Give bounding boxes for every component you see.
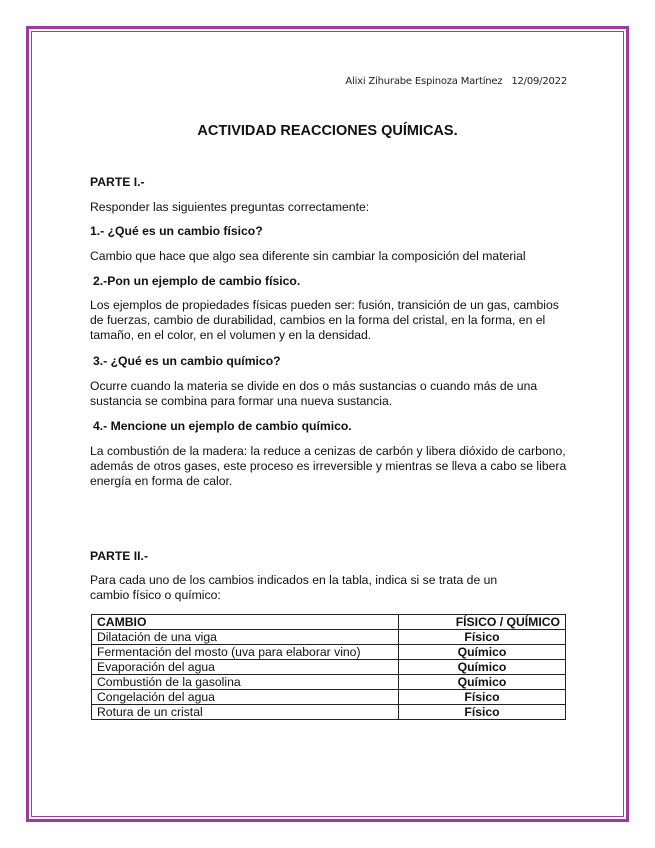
part1-instruction: Responder las siguientes preguntas correctamente:: [90, 200, 370, 214]
author-line: [345, 76, 567, 87]
table-cell-tipo: Químico: [399, 660, 566, 675]
table-header-row: [92, 615, 566, 630]
table-cell-tipo: Químico: [399, 675, 566, 690]
document-title: ACTIVIDAD REACCIONES QUÍMICAS.: [197, 123, 458, 139]
table-row: [92, 675, 566, 690]
table-cell-tipo: Químico: [399, 645, 566, 660]
answer-4: La combustión de la madera: la reduce a cenizas de carbón y libera dióxido de carbono, además de otros gases, este proceso es irreversible y mientras se lleva a cabo se libera energía en forma de calor.: [90, 444, 567, 488]
question-4: 4.- Mencione un ejemplo de cambio químico.: [93, 419, 352, 433]
table-row: [92, 630, 566, 645]
part2-heading: PARTE II.-: [90, 549, 149, 563]
answer-1: Cambio que hace que algo sea diferente sin cambiar la composición del material: [90, 249, 526, 263]
document-date: 12/09/2022: [511, 76, 567, 87]
table-cell-cambio: Congelación del agua: [92, 690, 399, 705]
table-cell-cambio: Fermentación del mosto (uva para elaborar vino): [92, 645, 399, 660]
table-cell-tipo: Físico: [399, 705, 566, 720]
changes-table: [91, 614, 566, 720]
table-row: [92, 705, 566, 720]
table-row: [92, 645, 566, 660]
question-2: 2.-Pon un ejemplo de cambio físico.: [93, 274, 301, 288]
question-1: 1.- ¿Qué es un cambio físico?: [90, 224, 263, 238]
table-header-cambio: CAMBIO: [92, 615, 399, 630]
part1-heading: PARTE I.-: [90, 175, 145, 189]
table-cell-cambio: Dilatación de una viga: [92, 630, 399, 645]
table-cell-tipo: Físico: [399, 630, 566, 645]
table-cell-cambio: Evaporación del agua: [92, 660, 399, 675]
part2-instruction: Para cada uno de los cambios indicados en la tabla, indica si se trata de un cambio físico o químico:: [90, 573, 498, 602]
author-name: Alixi Zihurabe Espinoza Martínez: [345, 76, 503, 87]
question-3: 3.- ¿Qué es un cambio químico?: [93, 354, 281, 368]
answer-2: Los ejemplos de propiedades físicas pueden ser: fusión, transición de un gas, cambios de fuerzas, cambio de durabilidad, cambios en la forma del cristal, en la forma, en el tamaño, en el color, en el volumen y en la densidad.: [90, 298, 559, 342]
table-cell-cambio: Combustión de la gasolina: [92, 675, 399, 690]
table-row: [92, 660, 566, 675]
answer-3: Ocurre cuando la materia se divide en dos o más sustancias o cuando más de una sustancia se combina para formar una nueva sustancia.: [90, 379, 538, 408]
table-cell-cambio: Rotura de un cristal: [92, 705, 399, 720]
table-row: [92, 690, 566, 705]
table-cell-tipo: Físico: [399, 690, 566, 705]
table-header-tipo: FÍSICO / QUÍMICO: [399, 615, 566, 630]
